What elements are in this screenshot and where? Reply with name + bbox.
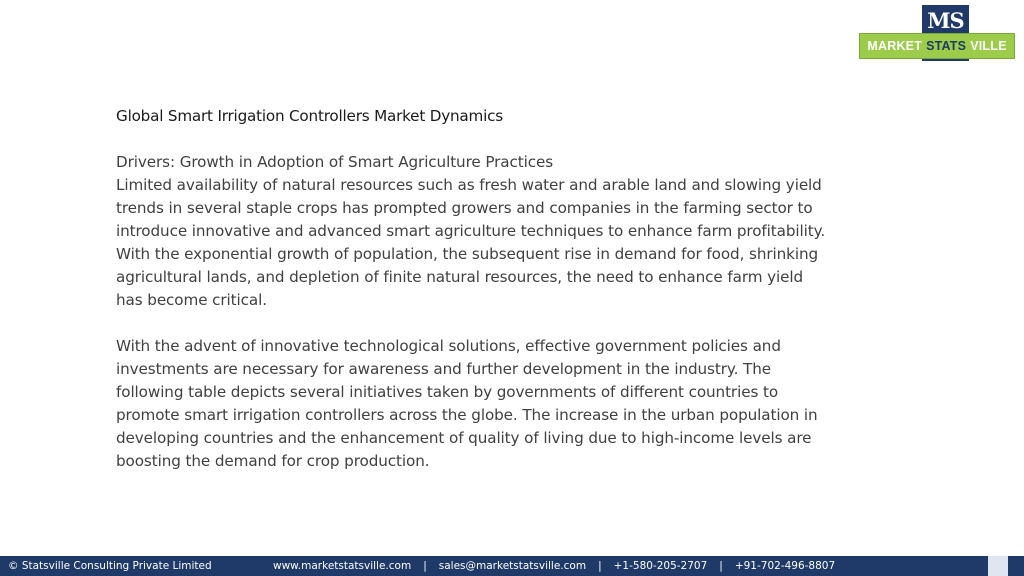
initiatives-paragraph: With the advent of innovative technological solutions, effective government policies and investments are necessary for awareness and further development in the industry. The following table depicts several initiatives taken by governments of different countries to promote smart irrigation controllers across the globe. The increase in the urban population in developing countries and the enhancement of quality of living due to high-income levels are boosting the demand for crop production. bbox=[116, 337, 818, 470]
drivers-title: Drivers: Growth in Adoption of Smart Agriculture Practices bbox=[116, 153, 554, 171]
footer-corner-block bbox=[988, 556, 1008, 576]
footer-bar bbox=[0, 556, 1024, 576]
footer-separator: | bbox=[423, 560, 427, 572]
footer-separator: | bbox=[598, 560, 602, 572]
logo-word-stats: STATS bbox=[926, 39, 967, 53]
logo-word-market: MARKET bbox=[867, 39, 923, 53]
drivers-section bbox=[116, 151, 826, 312]
document-body bbox=[116, 105, 826, 496]
document-heading: Global Smart Irrigation Controllers Market Dynamics bbox=[116, 107, 504, 125]
footer-website-link[interactable]: www.marketstatsville.com bbox=[273, 560, 412, 572]
footer-copyright: © Statsville Consulting Private Limited bbox=[8, 560, 212, 572]
footer-contacts bbox=[273, 560, 835, 572]
footer-separator: | bbox=[719, 560, 723, 572]
logo-wordmark bbox=[859, 33, 1015, 59]
drivers-paragraph: Limited availability of natural resources such as fresh water and arable land and slowing yield trends in several staple crops has prompted growers and companies in the farming sector to introduce innovative and advanced smart agriculture techniques to enhance farm profitability. With the exponential growth of population, the subsequent rise in demand for food, shrinking agricultural lands, and depletion of finite natural resources, the need to enhance farm yield has become critical. bbox=[116, 176, 826, 309]
logo-word-ville: VILLE bbox=[970, 39, 1007, 53]
footer-phone-us: +1-580-205-2707 bbox=[613, 560, 708, 572]
company-logo bbox=[859, 5, 1015, 61]
logo-monogram: MS bbox=[927, 8, 964, 33]
footer-email-link[interactable]: sales@marketstatsville.com bbox=[438, 560, 587, 572]
footer-phone-in: +91-702-496-8807 bbox=[734, 560, 836, 572]
